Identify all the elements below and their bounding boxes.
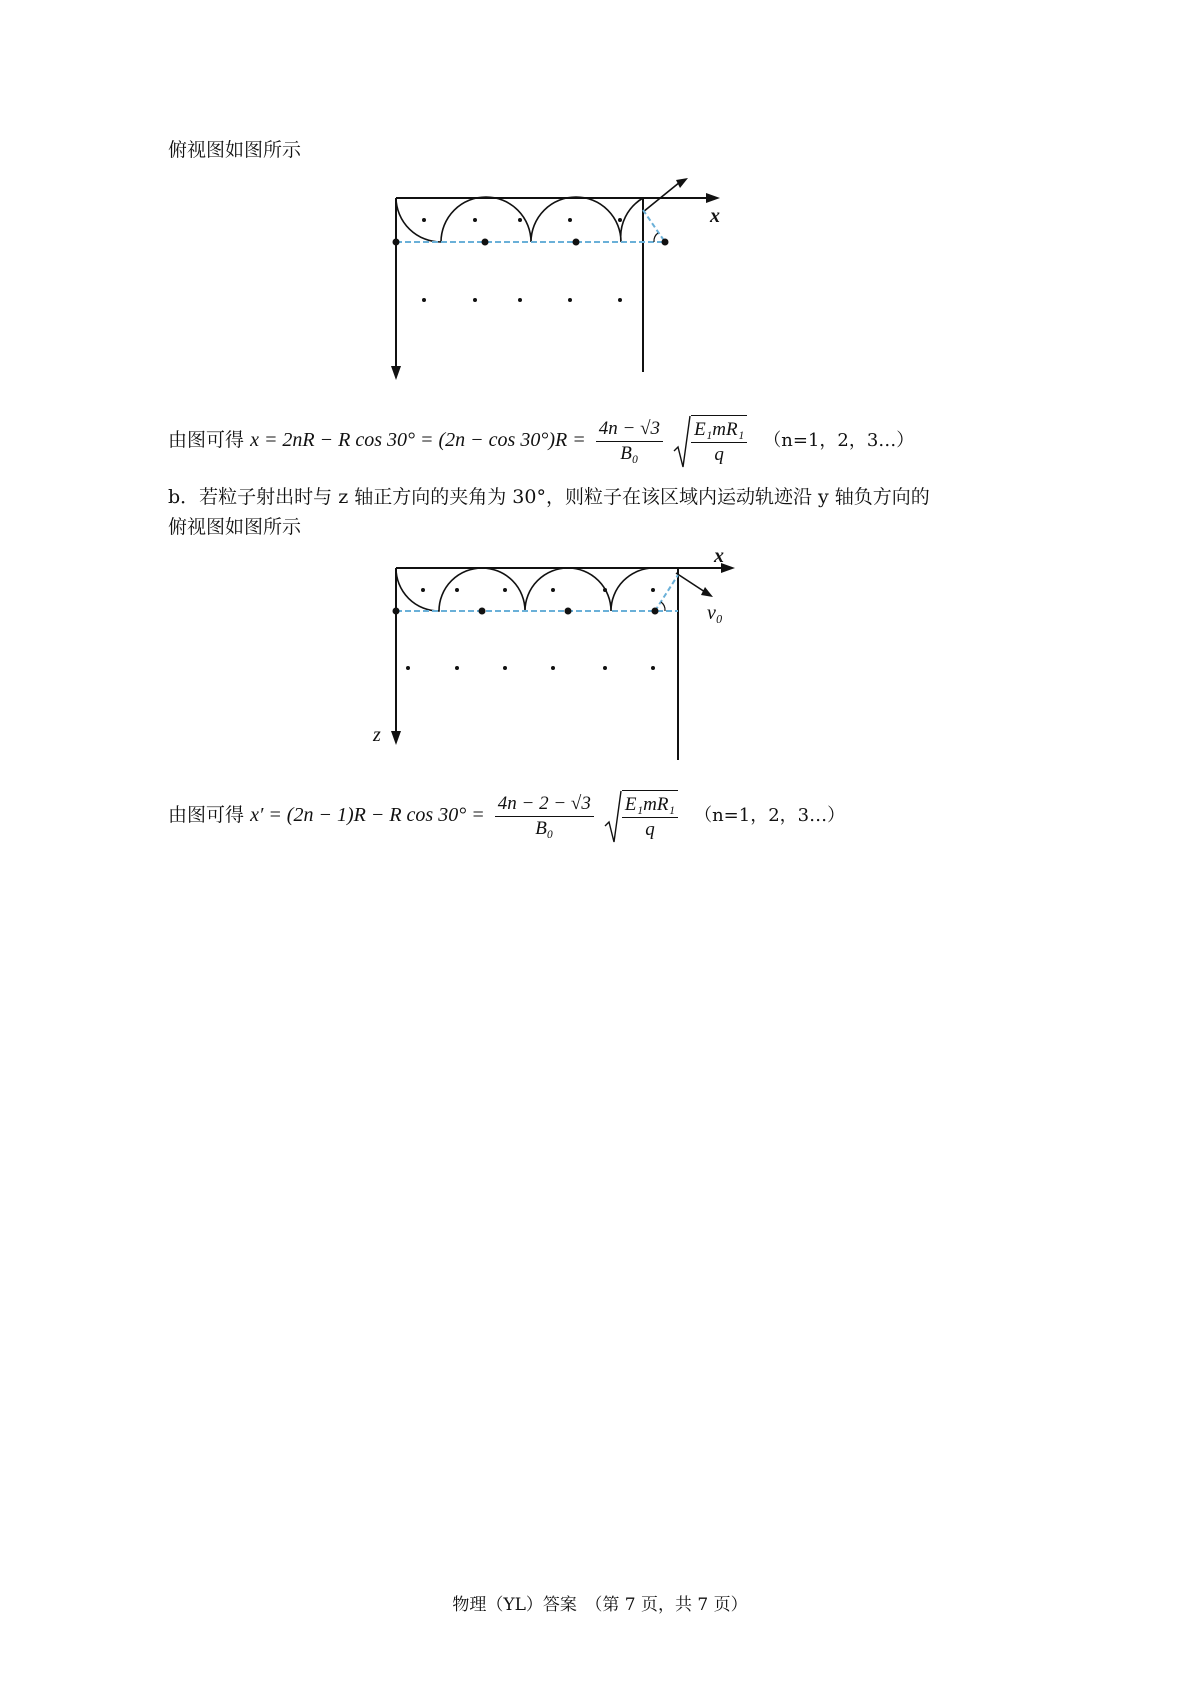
formula-2 <box>168 790 845 842</box>
formula-2-fraction-num: 4n − 2 − √3 <box>495 792 594 817</box>
x-axis-arrow <box>706 193 720 203</box>
formula-2-sqrt <box>604 790 678 842</box>
exit-velocity <box>676 573 705 592</box>
formula-2-sqrt-num: E₁mR₁ <box>622 793 678 818</box>
formula-1-sqrt-den: q <box>714 444 724 465</box>
formula-2-fraction <box>495 792 594 841</box>
formula-2-sqrt-den: q <box>645 819 655 840</box>
fig2-velocity-label: v₀ <box>707 602 723 624</box>
z-axis-arrow <box>391 731 401 745</box>
formula-2-fraction-den: B₀ <box>535 817 554 839</box>
formula-1-condition: （n=1，2，3…） <box>763 430 915 451</box>
formula-2-expression: x′ = (2n − 1)R − R cos 30° = <box>250 804 485 826</box>
formula-1-sqrt-num: E₁mR₁ <box>691 418 747 443</box>
formula-1-sqrt <box>673 415 747 467</box>
sqrt-symbol <box>673 415 691 471</box>
fig1-x-label: x <box>710 205 720 227</box>
angle-mark <box>654 233 658 242</box>
fig2-x-label: x <box>714 545 724 567</box>
radius-line <box>655 575 678 611</box>
trajectory-arcs <box>396 568 654 611</box>
page-footer: 物理（YL）答案 （第 7 页，共 7 页） <box>452 1595 748 1615</box>
field-dots <box>393 218 669 302</box>
formula-1 <box>168 415 914 467</box>
formula-1-prefix: 由图可得 <box>168 429 245 451</box>
figure-2-top-view <box>365 545 755 765</box>
paragraph-b-line-1: b．若粒子射出时与 z 轴正方向的夹角为 30°，则粒子在该区域内运动轨迹沿 y 轴负方向的 <box>168 486 930 508</box>
formula-1-expression: x = 2nR − R cos 30° = (2n − cos 30°)R = <box>250 429 586 451</box>
formula-2-prefix: 由图可得 <box>168 804 245 826</box>
formula-1-fraction-den: B₀ <box>620 442 639 464</box>
paragraph-b-line-2: 俯视图如图所示 <box>168 516 302 538</box>
vertical-axis-arrow <box>391 366 401 380</box>
figure-1-top-view <box>380 170 730 390</box>
sqrt-symbol <box>604 790 622 846</box>
formula-1-fraction <box>596 417 663 466</box>
caption-1: 俯视图如图所示 <box>168 139 302 161</box>
formula-2-condition: （n=1，2，3…） <box>694 805 846 826</box>
fig2-z-label: z <box>373 724 381 746</box>
angle-mark <box>661 602 665 611</box>
formula-1-fraction-num: 4n − √3 <box>596 417 663 442</box>
